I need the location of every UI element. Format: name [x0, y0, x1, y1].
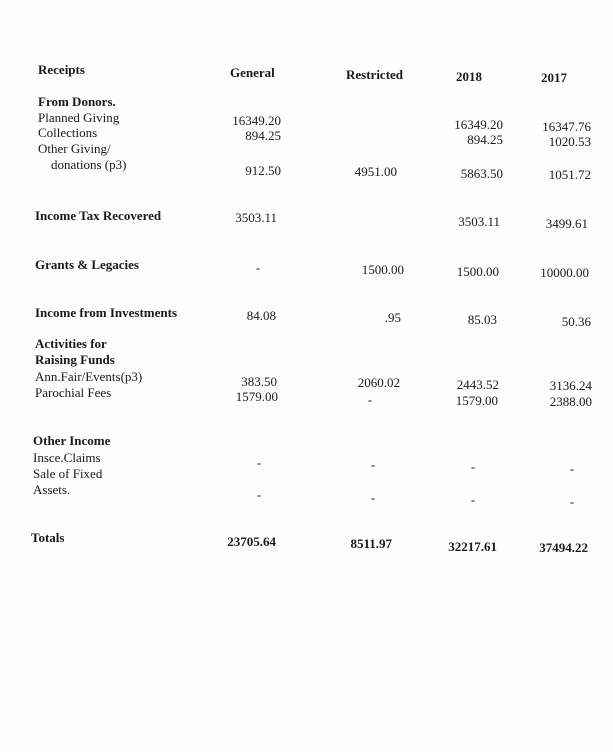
- ann-fair-label: Ann.Fair/Events(p3): [35, 369, 143, 384]
- sale-fixed-assets-label-line1: Sale of Fixed: [33, 466, 103, 481]
- planned-giving-general: 16349.20: [232, 113, 281, 128]
- planned-giving-2017: 16347.76: [542, 119, 591, 134]
- investments-label: Income from Investments: [35, 305, 178, 320]
- insce-claims-label: Insce.Claims: [33, 450, 101, 465]
- totals-label: Totals: [31, 530, 65, 545]
- planned-giving-2018: 16349.20: [454, 117, 503, 132]
- collections-2018: 894.25: [467, 132, 503, 147]
- income-tax-label: Income Tax Recovered: [35, 208, 162, 223]
- other-giving-2018: 5863.50: [460, 166, 503, 181]
- investments-general: 84.08: [246, 308, 276, 323]
- year-2018-column-header: 2018: [456, 69, 482, 84]
- ann-fair-2018: 2443.52: [456, 377, 499, 392]
- totals-restricted: 8511.97: [350, 536, 392, 551]
- investments-2018: 85.03: [467, 312, 497, 327]
- sale-fixed-assets-restricted: -: [370, 490, 376, 505]
- year-2017-column-header: 2017: [541, 70, 567, 85]
- activities-heading-line2: Raising Funds: [35, 352, 115, 367]
- grants-legacies-label: Grants & Legacies: [35, 257, 139, 272]
- ann-fair-general: 383.50: [241, 374, 277, 389]
- parochial-fees-restricted: -: [367, 392, 373, 407]
- other-giving-restricted: 4951.00: [354, 164, 397, 179]
- totals-general: 23705.64: [227, 534, 276, 549]
- totals-2017: 37494.22: [539, 540, 588, 555]
- insce-claims-general: -: [256, 455, 262, 470]
- sale-fixed-assets-2017: -: [569, 494, 575, 509]
- planned-giving-label: Planned Giving: [38, 110, 120, 125]
- insce-claims-2018: -: [470, 459, 476, 474]
- general-column-header: General: [230, 65, 275, 80]
- ann-fair-2017: 3136.24: [549, 378, 592, 393]
- insce-claims-restricted: -: [370, 457, 376, 472]
- income-tax-2017: 3499.61: [545, 216, 588, 231]
- grants-restricted: 1500.00: [361, 262, 404, 277]
- collections-2017: 1020.53: [548, 134, 591, 149]
- income-tax-general: 3503.11: [235, 210, 277, 225]
- parochial-fees-2018: 1579.00: [455, 393, 498, 408]
- grants-2018: 1500.00: [456, 264, 499, 279]
- insce-claims-2017: -: [569, 461, 575, 476]
- receipts-heading: Receipts: [38, 62, 85, 77]
- sale-fixed-assets-label-line2: Assets.: [33, 482, 71, 497]
- ann-fair-restricted: 2060.02: [357, 375, 400, 390]
- parochial-fees-general: 1579.00: [235, 389, 278, 404]
- sale-fixed-assets-2018: -: [470, 492, 476, 507]
- grants-2017: 10000.00: [540, 265, 589, 280]
- collections-label: Collections: [38, 125, 98, 140]
- other-giving-2017: 1051.72: [548, 167, 591, 182]
- investments-restricted: .95: [384, 310, 401, 325]
- income-tax-2018: 3503.11: [458, 214, 500, 229]
- investments-2017: 50.36: [561, 314, 591, 329]
- grants-general: -: [255, 260, 261, 275]
- parochial-fees-label: Parochial Fees: [35, 385, 112, 400]
- other-giving-label-line2: donations (p3): [51, 157, 127, 172]
- other-giving-label-line1: Other Giving/: [38, 141, 111, 156]
- other-giving-general: 912.50: [245, 163, 281, 178]
- sale-fixed-assets-general: -: [256, 487, 262, 502]
- restricted-column-header: Restricted: [346, 67, 404, 82]
- activities-heading-line1: Activities for: [35, 336, 107, 351]
- parochial-fees-2017: 2388.00: [549, 394, 592, 409]
- collections-general: 894.25: [245, 128, 281, 143]
- other-income-heading: Other Income: [33, 433, 111, 448]
- totals-2018: 32217.61: [448, 539, 497, 554]
- from-donors-heading: From Donors.: [38, 94, 116, 109]
